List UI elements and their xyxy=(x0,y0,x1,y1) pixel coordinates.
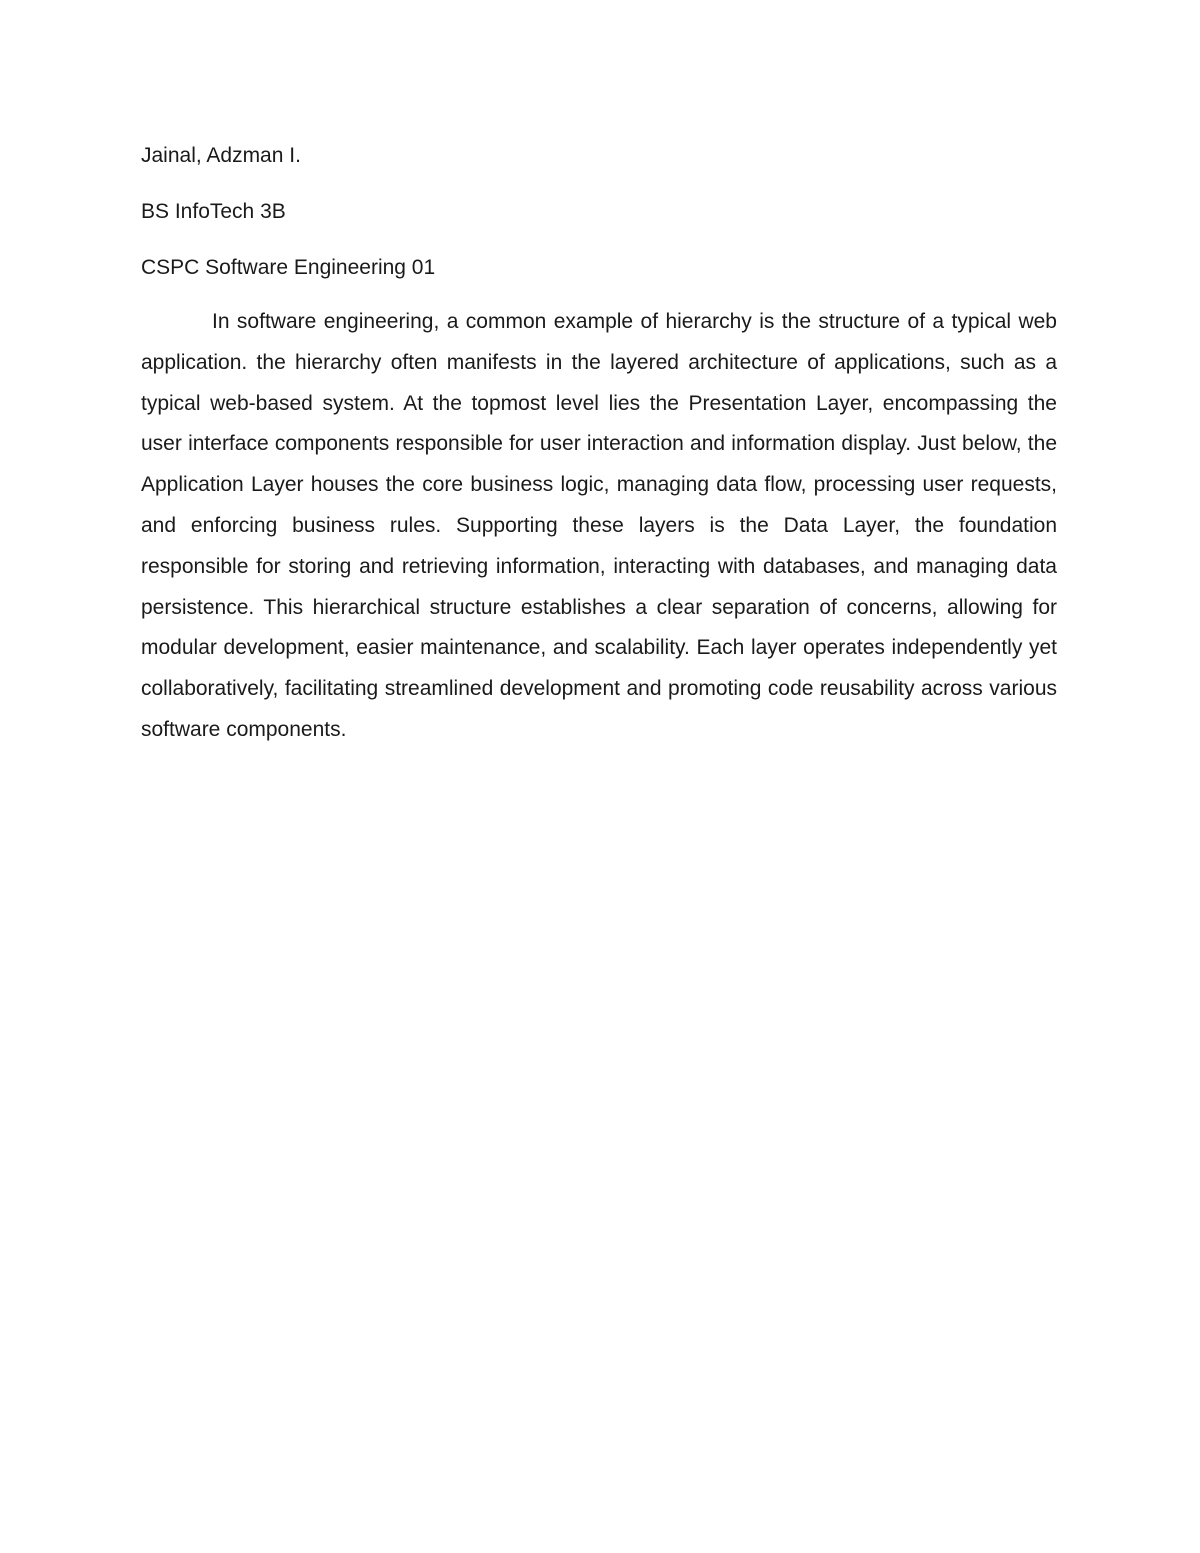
course-title: CSPC Software Engineering 01 xyxy=(141,256,436,279)
document-content xyxy=(141,141,1057,751)
body-paragraph: In software engineering, a common example of hierarchy is the structure of a typical web application. the hierarchy often manifests in the layered architecture of applications, such as a typical web-based system. At the topmost level lies the Presentation Layer, encompassing the user interface components responsible for user interaction and information display. Just below, the Application Layer houses the core business logic, managing data flow, processing user requests, and enforcing business rules. Supporting these layers is the Data Layer, the foundation responsible for storing and retrieving information, interacting with databases, and managing data persistence. This hierarchical structure establishes a clear separation of concerns, allowing for modular development, easier maintenance, and scalability. Each layer operates independently yet collaboratively, facilitating streamlined development and promoting code reusability across various software components. xyxy=(141,310,1057,741)
program-section: BS InfoTech 3B xyxy=(141,200,286,223)
author-name: Jainal, Adzman I. xyxy=(141,144,301,167)
